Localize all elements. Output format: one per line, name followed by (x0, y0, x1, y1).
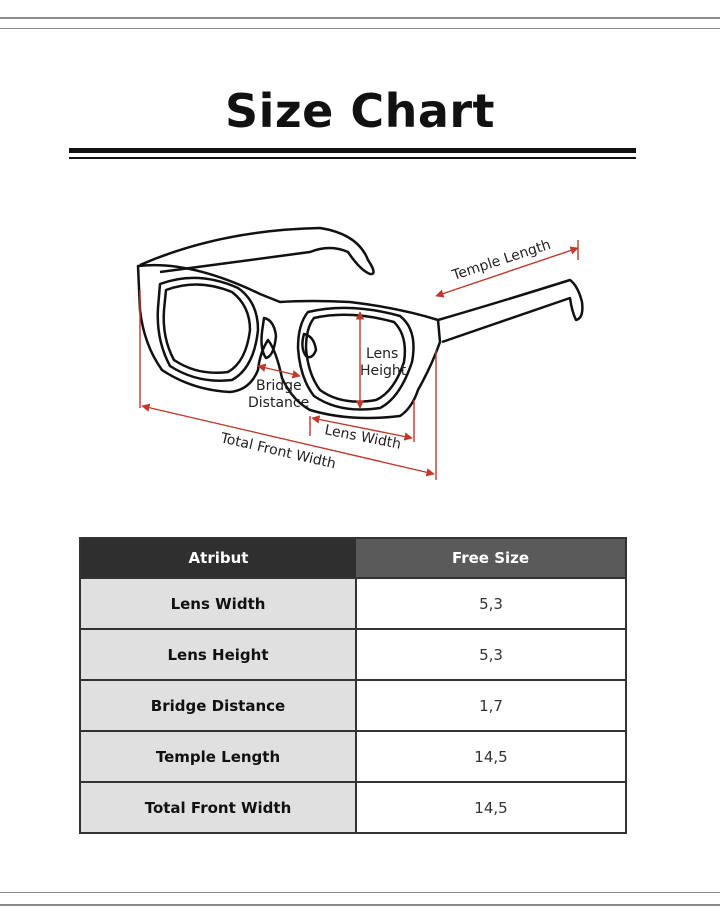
row-label: Lens Height (80, 629, 356, 680)
table-row (80, 578, 626, 629)
row-value: 5,3 (356, 629, 626, 680)
label-bridge: Bridge (256, 378, 302, 394)
header-atribut: Atribut (80, 538, 356, 578)
label-total-front-width: Total Front Width (219, 430, 338, 473)
row-value: 14,5 (356, 782, 626, 833)
glasses-diagram (100, 190, 620, 500)
size-table (79, 537, 627, 834)
label-lens: Lens (366, 346, 399, 362)
label-lens-width: Lens Width (323, 422, 403, 453)
row-value: 1,7 (356, 680, 626, 731)
label-height: Height (360, 363, 407, 379)
header-free-size: Free Size (356, 538, 626, 578)
row-value: 5,3 (356, 578, 626, 629)
bottom-border-line-thin (0, 892, 720, 893)
table-row (80, 680, 626, 731)
row-label: Bridge Distance (80, 680, 356, 731)
bottom-border-line (0, 904, 720, 906)
label-temple-length: Temple Length (450, 236, 553, 284)
title-underline-thick (69, 148, 636, 153)
row-label: Lens Width (80, 578, 356, 629)
top-border-line (0, 17, 720, 19)
top-border-line-thin (0, 28, 720, 29)
row-label: Total Front Width (80, 782, 356, 833)
table-row (80, 731, 626, 782)
label-distance: Distance (248, 395, 310, 411)
row-value: 14,5 (356, 731, 626, 782)
page-title: Size Chart (224, 84, 496, 138)
row-label: Temple Length (80, 731, 356, 782)
table-row (80, 782, 626, 833)
table-header-row (80, 538, 626, 578)
table-row (80, 629, 626, 680)
title-underline-thin (69, 157, 636, 159)
front-temple-arm (438, 280, 582, 342)
